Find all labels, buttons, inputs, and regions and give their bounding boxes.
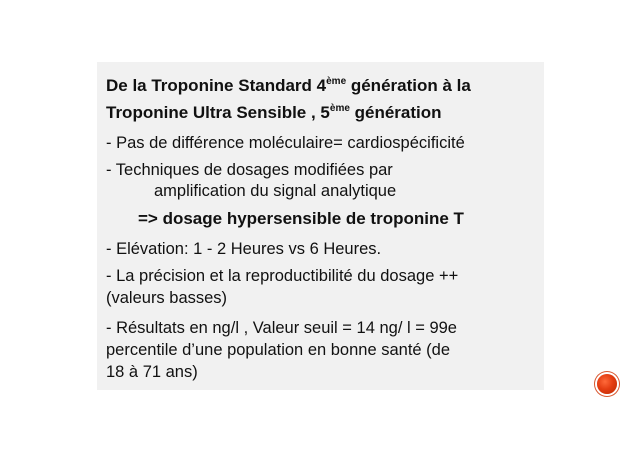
bullet-techniques-cont: amplification du signal analytique [154, 182, 397, 200]
bullet-results-cont2: 18 à 71 ans) [106, 363, 198, 381]
bullet-hypersensitive: => dosage hypersensible de troponine T [138, 209, 464, 228]
title-line-2: Troponine Ultra Sensible , 5ème génération [106, 103, 442, 122]
next-slide-dot-icon[interactable] [597, 374, 617, 394]
title-line-1: De la Troponine Standard 4ème génération à la [106, 76, 471, 95]
bullet-elevation: - Elévation: 1 - 2 Heures vs 6 Heures. [106, 240, 382, 258]
bullet-results: - Résultats en ng/l , Valeur seuil = 14 ng/ l = 99e [106, 319, 457, 337]
bullet-techniques: - Techniques de dosages modifiées par [106, 161, 393, 179]
bullet-precision-cont: (valeurs basses) [106, 289, 228, 307]
bullet-precision: - La précision et la reproductibilité du dosage ++ [106, 267, 459, 285]
bullet-results-cont1: percentile d’une population en bonne santé (de [106, 341, 451, 359]
bullet-molecular: - Pas de différence moléculaire= cardiospécificité [106, 134, 465, 152]
